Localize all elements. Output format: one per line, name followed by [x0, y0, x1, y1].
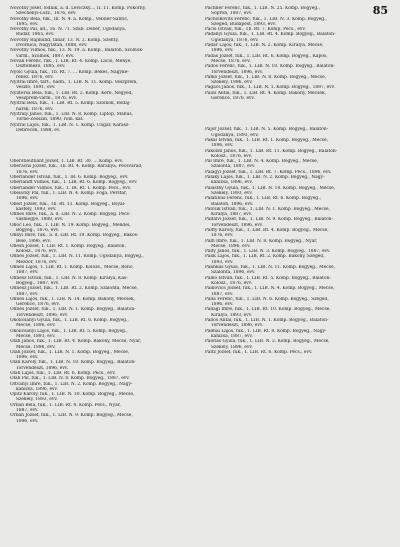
directory-entry-line: Bele, 1896, evv. — [16, 238, 52, 244]
directory-entry-line: Palcsik Istvan, fuk., 1. LIB. N. 1. Komp. Bogyeg., Mecse, — [205, 206, 331, 212]
directory-entry-line: Kiralya, 1893, evv. — [211, 312, 253, 318]
directory-entry-line: Obeiscky Pal, fuk., 1. LIB. N. 4. Komp. Foga, Perstar, — [10, 190, 128, 196]
directory-entry-line: kastely, 1893, evv. — [16, 206, 57, 212]
directory-entry-line: Novak Ferenc, fuk., 1. LIB. Rt. 4. Komp. Lacio, Menye, — [10, 58, 132, 64]
directory-entry-line: Torvendeszt, 1896, evv. — [16, 312, 69, 318]
directory-entry-line: Palatinus Ferenc, fuk., 1. LIB. Rt. 6. Komp. Bogyeg., — [205, 196, 321, 202]
directory-entry-line: Szechenyi-Lutz., 1876, evv. — [16, 11, 77, 17]
directory-entry-line: Kolosz., 1876, evv. — [211, 280, 253, 286]
directory-entry-line: Nyolc Gyula, fuk., 1b. Rt. 7. ... Komp. Bekes, Nagyke- — [10, 69, 129, 75]
directory-entry-line: Palffy Karoly, fuk., 1. LIB. Rt. 4. Komp. Bogyeg., Mecse, — [205, 227, 329, 233]
directory-entry-line: Olah Pal, fuk., 1. LIB. N. 8. Komp. Bogyeg., 1887, evv. — [10, 376, 130, 382]
directory-entry-line: Pakai Istvan, fuk., 1. LIB. Rt. 1. Komp. Bogyeg., Mecse, — [205, 137, 329, 143]
directory-entry-line: Kolosz., 1876, evv. — [16, 249, 58, 255]
directory-entry-line: 1887, evv. — [16, 270, 39, 276]
directory-entry-line: Novotny Rajmund, tanar, 13. N. 2. Komp. Szenty, — [10, 37, 119, 43]
directory-entry-line: Okolicsanyi Lajos, fuk., 1. LIB. Rt. 5. Komp. Bogyeg., — [10, 328, 128, 334]
directory-entry-line: Oltvanyi Imre, fuk., 1. LIB. N. 2. Komp. Bogyeg., Nagy- — [10, 381, 133, 387]
directory-entry-line: Pacholkovits Ferenc, fuk., 1. LIB. N. 3. Komp. Bogyeg., — [205, 16, 327, 22]
directory-entry-line: Szekely, 1893, evv. — [16, 397, 58, 403]
directory-entry-line: Palkovics Jozsef, fuk., 1. LIB. N. 4. Komp. Bogyeg., Mecse, — [205, 286, 335, 292]
directory-entry-line: harsk, 1876, evv. — [16, 106, 54, 112]
directory-entry-line: Bogyeg., 1887, evv. — [16, 280, 60, 286]
right-column — [205, 6, 392, 424]
section-gap — [205, 101, 392, 127]
directory-entry-line: Nyitrai Bela, fuk., 1. LIB. Rt. 5. Komp. Szolnok, Bodaj- — [10, 101, 131, 107]
directory-entry-line: Okolicsanyi Gyula, fuk., 1. LIB. Rt. 6. Komp. Bogyeg., — [10, 318, 129, 324]
directory-entry-line: Oberlandt Vilmos, fuk., 1. LIB. Rt. 6. Komp. Bogyeg., evv. — [10, 180, 138, 186]
directory-entry-line: Obeit Jozsef, fuk., 1b. Rt. 11. Komp. Bogyeg., Boyal- — [10, 201, 126, 207]
directory-entry-line: Palko Istvan, fuk., 1. LIB. Rt. 5. Komp. Bogyeg., Balaton- — [205, 275, 331, 281]
directory-entry-line: Olah Janos, fuk., 1. LIB. Rt. 4. Komp. Bakony, Mecse, Nyar, — [10, 339, 142, 345]
directory-entry-line: Novotny Vilmos, fuk., 13. N. 19. a. Komp., Balaton, Szolnok- — [10, 48, 144, 54]
directory-entry-line: 1896, evv. — [211, 302, 234, 308]
directory-entry-line: Ohnes Lajos, 1. LIB. Rt. 1. Komp. Kolozs., Mecse, Bono, — [10, 265, 134, 271]
directory-entry-line: Veszprem-varm., 1876, evv. — [16, 96, 78, 102]
directory-entry-line: Mecse, 1896, evv. — [211, 243, 251, 249]
directory-entry-line: Szekely, 1893, evv. — [211, 190, 253, 196]
left-column — [10, 6, 197, 424]
directory-entry-line: Palik Lajos, fuk., 1. LIB. Rt. 2. Komp. Bakony, Szeged, — [205, 254, 325, 260]
left-bottom-block — [10, 159, 197, 424]
section-gap — [10, 133, 197, 159]
directory-entry-line: Osztemezo, 1895, evv. — [16, 64, 66, 70]
directory-entry-line: Szeged, Budapest, 1893, evv. — [211, 21, 277, 27]
directory-entry-line: Pallagi Imre, fuk., 1. LIB. Rt. 10. Komp. Bogyeg., Mecse, — [205, 307, 331, 313]
columns — [10, 6, 392, 424]
directory-entry-line: Novothy Pal, alt., 16. N. 71. Szab. Dober, Ugodanya, — [10, 27, 127, 33]
directory-entry-line: Torvendeszt, 1896, evv. — [211, 69, 264, 75]
directory-entry-line: Ugodanya, 1893, evv. — [211, 132, 259, 138]
directory-entry-line: Palagyi Jozsef, fuk., 1. LIB. Rt. 7. Komp. Pecs., 1896, evv. — [205, 169, 332, 175]
left-top-block — [10, 6, 197, 133]
directory-entry-line: Mecse, 1896, evv. — [16, 344, 56, 350]
directory-entry-line: Oberachs Jozsef, fuk., 1b. Rt. 4. Komp. Baranya, Pecsvarad, — [10, 164, 143, 170]
directory-entry-line: varm., Szolnok, 1887, evv. — [16, 53, 75, 59]
directory-entry-line: 1887, evv. — [211, 291, 234, 297]
directory-entry-line: Palinkas Gyula, fuk., 1. LIB. N. 11. Komp. Bogyeg., Mecse, — [205, 265, 335, 271]
directory-entry-line: Torvendeszt, 1896, evv. — [211, 222, 264, 228]
directory-entry-line: Pal Imre, fuk., 1. LIB. N. 4. Komp. Bogyeg., Mecse, — [205, 159, 319, 165]
directory-entry-line: Orban Bela, fuk., 1. LIB. Rt. 4. Komp. Pecs., Nyar, — [10, 402, 121, 408]
directory-entry-line: Palla Ferenc, fuk., 1. LIB. N. 6. Komp. Bogyeg., Szeged, — [205, 296, 329, 302]
directory-entry-line: 1896, evv. — [211, 143, 234, 149]
directory-entry-line: Bogyeg., 1876, evv. — [16, 227, 60, 233]
directory-entry-line: Oberlander Istvan, fuk., 1. IR. 6. Komp. Bogyeg., evv. — [10, 175, 129, 181]
directory-entry-line: Pajor Jozsef, fuk., 1. LIB. N. 5. Komp. Bogyeg., Balaton- — [205, 127, 329, 133]
directory-entry-line: Palfy Janos, fuk., 1. LIB. N. 3. Komp. Bogyeg., 1887, evv. — [205, 249, 331, 255]
directory-entry-line: vasmegye, 1888, evv. — [16, 217, 64, 223]
directory-entry-line: Debrecen, 1888, ev. — [16, 127, 61, 133]
directory-entry-line: Ohnes Jozsef, fuk., 1. LIB. N. 1. Komp. Bogyeg., Balaton- — [10, 307, 136, 313]
directory-entry-line: 1893, evv. — [211, 259, 234, 265]
directory-entry-line: Pacsi Istvan, fuk., 1b. Rt. 7. Komp. Pecs., evv. — [205, 27, 306, 33]
directory-entry-line: Paizs Antal, fuk., 1. LIB. Rt. 4. Komp. Bakony, Mecsek, — [205, 90, 327, 96]
directory-entry-line: Orban Jozsef, fuk., 1. LIB. N. 9. Komp. Bogyeg., Mecse, — [10, 413, 133, 419]
directory-entry-line: Dvornica, Nagytatan, 1888, evv. — [16, 43, 88, 49]
directory-entry-line: Pallos Antal, fuk., 1. LIB. N. 1. Komp. Bogyeg., Balaton- — [205, 318, 329, 324]
directory-entry-line: Pachner Ferenc, fuk., 1. LIB. N. 25. Komp. Bogyeg., — [205, 6, 320, 11]
directory-entry-line: Nyiltersa Bela, fuk., 1. LIB. Rt. 2. Komp. Kere, Negyed, — [10, 90, 133, 96]
directory-entry-line: Oberlander Vilmos, fuk., 1. IR. Rt. 1. Komp. Pecs., evv. — [10, 185, 132, 191]
directory-entry-line: 1887, evv. — [16, 291, 39, 297]
directory-entry-line: 1896, evv. — [16, 418, 39, 424]
directory-entry-line: Novotny Josef, lodnik, a. d. Leviczky..., II. 11. Komp. Pokorny, — [10, 6, 147, 11]
page-number: 85 — [372, 4, 388, 17]
directory-entry-line: Ohnyi Imre, fuk., a. d. LIB. Rt. 19. Komp. Bogyeg., Bakos- — [10, 233, 139, 239]
directory-entry-line: renez, 1876, evv. — [16, 74, 54, 80]
directory-entry-line: Torvendeszt, 1896, evv. — [16, 365, 69, 371]
directory-entry-line: Torvendeszt, 1896, evv. — [211, 323, 264, 329]
directory-entry-line: Ohnesz Jozsef, fuk., 1. LIB. Rt. 2. Komp. Szalonta, Mecse, — [10, 286, 139, 292]
directory-entry-line: Ohesh Jozsef, 1. LIB. Rt. 1. Komp. Bogyeg., Balaton, — [10, 243, 126, 249]
right-bottom-block — [205, 127, 392, 355]
directory-entry-line: Szalonta, 1896, evv. — [211, 270, 256, 276]
directory-entry-line: Palasthy Gyula, fuk., 1. LIB. N. 10. Komp. Bogyeg., Mecse, — [205, 185, 336, 191]
directory-entry-line: Opitz Karoly, fuk., 1. LIB. N. 10. Komp. Bogyeg., Mecse, — [10, 392, 135, 398]
directory-entry-line: 1896, evv. — [16, 355, 39, 361]
directory-entry-line: Pados Ferenc, fuk., 1. LIB. N. 10. Komp. Bogyeg., Balaton- — [205, 64, 335, 70]
directory-entry-line: kanizsa, 1887, evv. — [211, 333, 253, 339]
directory-entry-line: Ohnesz Istvan, fuk., 1. LIB. N. 8. Komp. Kiralya, Kas- — [10, 275, 128, 281]
directory-entry-line: Mecse, 1876, evv. — [211, 58, 251, 64]
directory-entry-line: Olah Lajos, fuk., 1. LIB. Rt. 6. Komp. Pecs., evv. — [10, 371, 116, 376]
directory-entry-line: Veszfo, 1891, evv. — [16, 85, 56, 91]
directory-entry-line: Pagacs Janos, fuk., 1. LIB. N. 1. Komp. Bogyeg., 1887, evv. — [205, 85, 336, 91]
directory-entry-line: Sopron, 1887, evv. — [211, 11, 253, 17]
directory-entry-line: Paltz Jozsef, fuk., 1. LIB. Rt. 6. Komp. Pecs., evv. — [205, 349, 313, 355]
directory-entry-line: Palaky Lajos, fuk., 1. LIB. N. 2. Komp. Bogyeg., Nagy- — [205, 175, 325, 181]
directory-entry-line: kanizsa, 1896, evv. — [211, 180, 253, 186]
right-top-block — [205, 6, 392, 101]
directory-entry-line: Padar Lajos, fuk., 1. LIB. N. 2. Komp. Kiralya, Mecse, — [205, 43, 324, 49]
directory-entry-line: Olah Karoly, fuk., 1. LIB. N. 10. Komp. Bogyeg., Balaton- — [10, 360, 136, 366]
directory-entry-line: Szekely, 1896, evv. — [211, 80, 253, 86]
directory-entry-line: Gerence, 1876, evv. — [16, 302, 60, 308]
directory-entry-line: 1887, evv. — [16, 408, 39, 414]
directory-entry-line: Nyitraly Janos, fuk., 1. LIB. N. 8. Komp. Liptop, Mahus, — [10, 111, 133, 117]
directory-entry-line: 1896, evv. — [16, 196, 39, 202]
directory-entry-line: Palmai Lajos, fuk., 1. LIB. Rt. 8. Komp. Bogyeg., Nagy- — [205, 328, 327, 334]
directory-entry-line: Mecse, 1893, evv. — [16, 333, 56, 339]
directory-entry-line: Gerence, 1876, evv. — [211, 96, 255, 102]
directory-entry-line: Mecse, 1896, evv. — [16, 323, 56, 329]
directory-entry-line: Oberstleutnant Jozsef, 1. LIB. Rt. 30. ... Komp. evv. — [10, 159, 124, 165]
directory-entry-line: Olah Jozsef, fuk., 1. LIB. N. 1. Komp. Bogyeg., Mecse, — [10, 349, 130, 355]
directory-entry-line: 1876, evv. — [16, 169, 39, 175]
directory-entry-line: Ugodanya, 1876, evv. — [211, 37, 259, 43]
directory-entry-line: Padanyi Gyula, fuk., 1. LIB. Rt. 4. Komp. Bogyeg., Balaton- — [205, 32, 336, 38]
directory-entry-line: Palfalvi Jozsef, fuk., 1. LIB. N. 9. Komp. Bogyeg., Balaton- — [205, 217, 333, 223]
directory-entry-line: Mezoor, 1876, evv. — [16, 259, 58, 265]
directory-entry-line: Palotas Gyula, fuk., 1. LIB. N. 2. Komp. Bogyeg., Mecse, — [205, 339, 330, 345]
directory-entry-line: 1896, evv. — [211, 48, 234, 54]
directory-entry-line: Palfi Imre, fuk., 1. LIB. N. 8. Komp. Bogyeg., Nyar, — [205, 238, 318, 244]
directory-entry-line: Nyitrai Imre, tart., hadn., 1. LIB. N. 11. Komp. Veszprem, — [10, 80, 138, 86]
directory-entry-line: Novothy Bela, fuk., Ill. N. 4. a. Komp., Vebner-Santic, — [10, 16, 129, 22]
directory-entry-line: kanizsa, 1896, evv. — [16, 386, 58, 392]
directory-entry-line: Pafko Jozsef, fuk., 1. LIB. N. 8. Komp. Bogyeg., Mecse, — [205, 74, 327, 80]
directory-entry-line: Kolosz., 1876, evv. — [211, 153, 253, 159]
directory-entry-line: Kiralya, 1887, evv. — [211, 212, 253, 218]
directory-entry-line: Ohnes Jozsef, fuk., 1. LIB. N. 11. Komp. Ugodanya, Bogyeg., — [10, 254, 144, 260]
directory-entry-line: Nyitrai Lajos, fuk., 1. LIB. N. 1. Komp. Ungar, Karasz- — [10, 122, 130, 128]
directory-entry-line: Torne-Zesszin, 1890, rom. kat. — [16, 117, 84, 123]
directory-entry-line: Szalonta, 1887, evv. — [211, 164, 256, 170]
directory-entry-line: Balaton, 1896, evv. — [211, 201, 254, 207]
directory-entry-line: Ohoc Leo, fuk., 1. LIB. N. 19. Komp. Bogyeg., Mendei, — [10, 222, 131, 228]
directory-entry-line: Padas Jozsef, fuk., 1. LIB. Rt. 6. Komp. Bogyeg., Kapos, — [205, 53, 328, 59]
directory-entry-line: Ohnes Imre, fuk., a. d. LIB. N. 2. Komp. Bogyeg. Pecs- — [10, 212, 131, 218]
directory-entry-line: Pakozdi Janos, fuk., 1. LIB. Rt. 11. Komp. Bogyeg., Balaton- — [205, 148, 338, 154]
directory-entry-line: Rudar, 1865, evv. — [16, 32, 55, 38]
directory-entry-line: Szekely, 1896, evv. — [211, 344, 253, 350]
directory-entry-line: 1876, evv. — [211, 233, 234, 239]
directory-entry-line: Ohnes Lajos, fuk., 1. LIB. N. 14. Komp. Bakony, Mecsek, — [10, 296, 136, 302]
directory-entry-line: 1895, evv. — [16, 21, 39, 27]
